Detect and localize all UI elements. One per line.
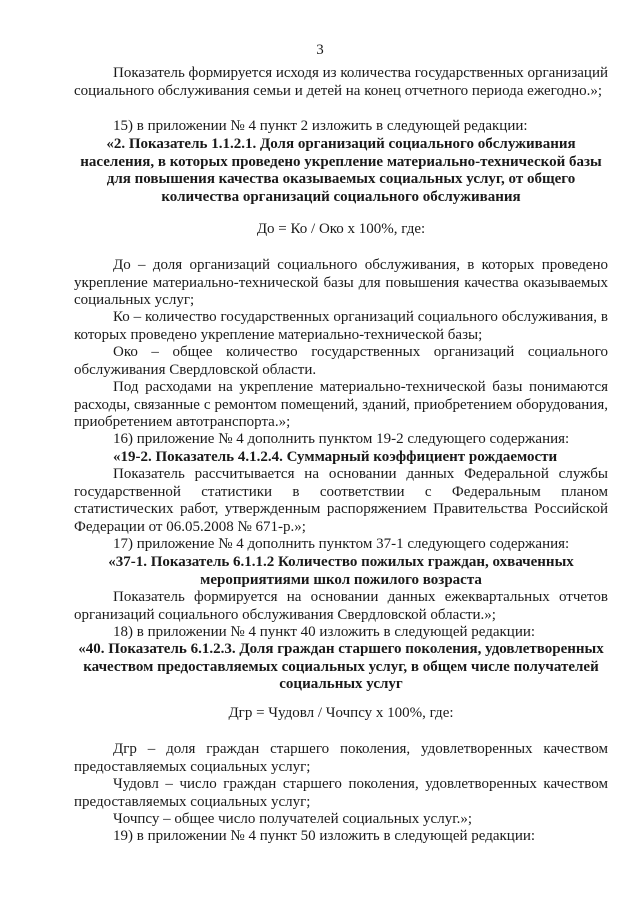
definition-chudovl: Чудовл – число граждан старшего поколения, удовлетворенных качеством предоставляемых социальных услуг; <box>74 776 608 810</box>
amendment-19: 19) в приложении № 4 пункт 50 изложить в следующей редакции: <box>113 828 536 844</box>
page-number: 3 <box>316 42 324 58</box>
paragraph-birth-rate: Показатель рассчитывается на основании данных Федеральной службы государственной статистики в соответствии с Федеральным планом статистических работ, утвержденным распоряжением Правительства Российской Федерации от 06.05.2008 № 671-р.»; <box>74 466 608 535</box>
definition-do: До – доля организаций социального обслуживания, в которых проведено укрепление материально-технической базы для повышения качества оказываемых социальных услуг; <box>74 257 608 309</box>
definition-chochpsu: Чочпсу – общее число получателей социальных услуг.»; <box>113 811 473 827</box>
paragraph-expenses: Под расходами на укрепление материально-технической базы понимаются расходы, связанные с ремонтом помещений, зданий, приобретением оборудования, приобретением автотранспорта.»; <box>74 379 608 431</box>
heading-indicator-4-1-2-4: «19-2. Показатель 4.1.2.4. Суммарный коэффициент рождаемости <box>113 449 558 465</box>
heading-indicator-1-1-2-1: «2. Показатель 1.1.2.1. Доля организаций социального обслуживания населения, в которых проведено укрепление материально-технической базы для повышения качества оказываемых социальных услуг, от общего количества организаций социального обслуживания <box>80 136 602 205</box>
paragraph-indicator-note: Показатель формируется исходя из количества государственных организаций социального обслуживания семьи и детей на конец отчетного периода ежегодно.»; <box>74 65 608 99</box>
amendment-15: 15) в приложении № 4 пункт 2 изложить в следующей редакции: <box>113 118 528 134</box>
amendment-18: 18) в приложении № 4 пункт 40 изложить в следующей редакции: <box>113 624 536 640</box>
amendment-16: 16) приложение № 4 дополнить пунктом 19-2 следующего содержания: <box>113 431 570 447</box>
heading-indicator-6-1-2-3: «40. Показатель 6.1.2.3. Доля граждан старшего поколения, удовлетворенных качеством предоставляемых социальных услуг, в общем числе получателей социальных услуг <box>78 641 604 693</box>
paragraph-quarterly-reports: Показатель формируется на основании данных ежеквартальных отчетов организаций социального обслуживания Свердловской области.»; <box>74 589 608 623</box>
amendment-17: 17) приложение № 4 дополнить пунктом 37-1 следующего содержания: <box>113 536 570 552</box>
definition-dgr: Дгр – доля граждан старшего поколения, удовлетворенных качеством предоставляемых социальных услуг; <box>74 741 608 775</box>
heading-indicator-6-1-1-2: «37-1. Показатель 6.1.1.2 Количество пожилых граждан, охваченных мероприятиями школ пожилого возраста <box>108 554 574 588</box>
formula-do: До = Ко / Око х 100%, где: <box>256 221 426 237</box>
definition-oko: Око – общее количество государственных организаций социального обслуживания Свердловской области. <box>74 344 608 378</box>
definition-ko: Ко – количество государственных организаций социального обслуживания, в которых проведено укрепление материально-технической базы; <box>74 309 608 343</box>
formula-dgr: Дгр = Чудовл / Чочпсу х 100%, где: <box>228 705 454 721</box>
